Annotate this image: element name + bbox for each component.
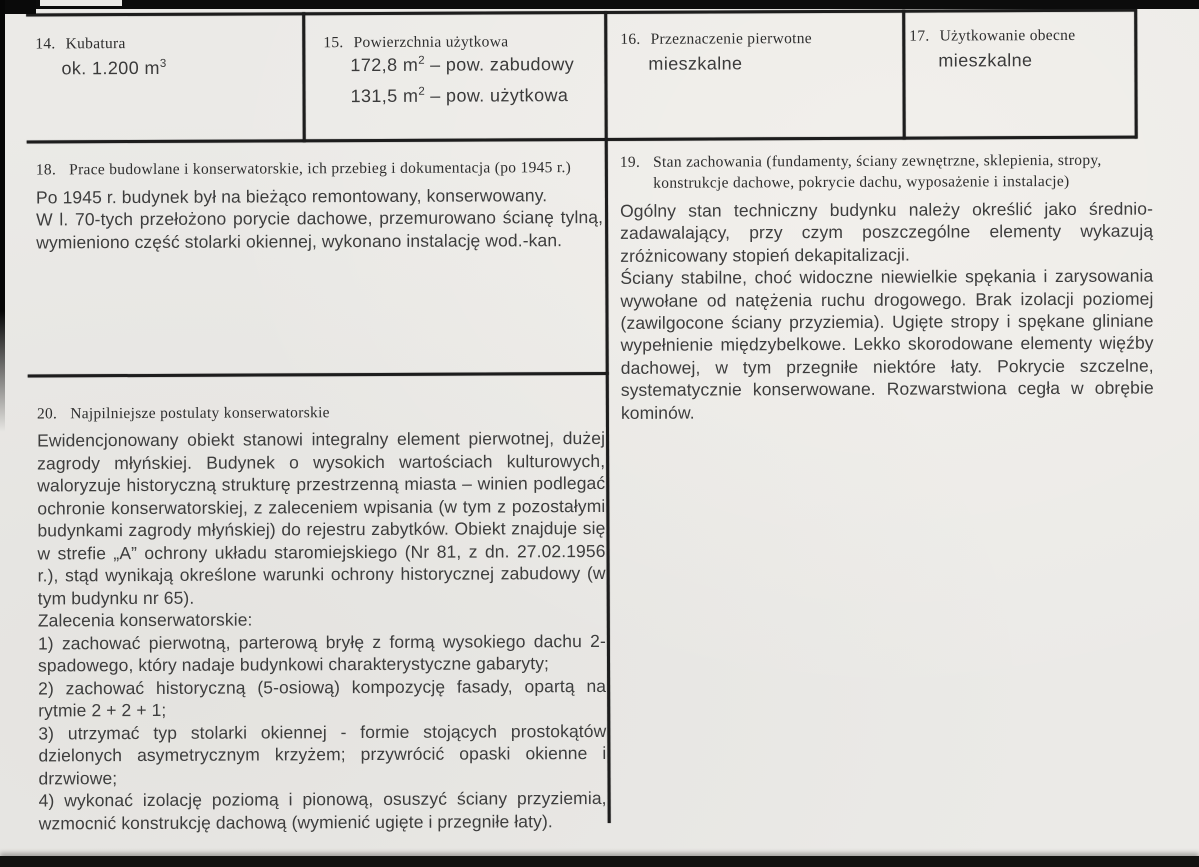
section-number: 18. bbox=[35, 161, 57, 179]
section-18-heading bbox=[36, 157, 608, 180]
usable-area-value bbox=[350, 85, 574, 117]
divider-field-14-15 bbox=[302, 12, 306, 142]
right-border-line bbox=[1134, 9, 1138, 139]
section-20-body bbox=[37, 427, 607, 834]
superscript: 2 bbox=[418, 85, 425, 98]
superscript: 3 bbox=[159, 57, 167, 70]
paragraph: Po 1945 r. budynek był na bieżąco remontowany, konserwowany. bbox=[35, 185, 548, 208]
top-border-line bbox=[26, 9, 1136, 17]
field-17-uzytkowanie-label bbox=[909, 25, 1075, 47]
divider-field-16-17 bbox=[902, 10, 906, 140]
field-16-przeznaczenie-value: mieszkalne bbox=[648, 53, 743, 74]
field-15-powierzchnia-label bbox=[323, 31, 508, 53]
recommendation-item: 2) zachować historyczną (5-osiową) kompozycję fasady, opartą na rytmie 2 + 2 + 1; bbox=[38, 675, 607, 721]
paragraph: Ewidencjonowany obiekt stanowi integralny element pierwotnej, dużej zagrody młyńskiej. Budynek o wysokich wartościach kulturowych, waloryzuje historyczną strukturę przestrzenną miasta – winien podlegać ochronie konserwatorskiej, z zaleceniem wpisania (w tym z pozostałymi budynkami zagrody młyńskiej) do rejestru zabytków. Obiekt znajduje się w strefie „A” ochrony układu staromiejskiego (Nr 81, z dn. 27.02.1956 r.), stąd wynikają określone warunki ochrony historycznej zabudowy (w tym budynku nr 65). bbox=[36, 427, 606, 608]
field-15-powierzchnia-value bbox=[350, 54, 574, 117]
value-text: – pow. zabudowy bbox=[424, 54, 575, 75]
field-14-kubatura-label bbox=[35, 33, 125, 54]
section-20-heading bbox=[37, 402, 330, 424]
recommendation-item: 4) wykonać izolację poziomą i pionową, osuszyć ściany przyziemia, wzmocnić konstrukcję dachową (wymienić ugięte i przegniłe łaty). bbox=[38, 787, 607, 833]
field-label: Użytkowanie obecne bbox=[939, 26, 1076, 45]
value-text: 172,8 m bbox=[350, 54, 419, 76]
section-label: Najpilniejsze postulaty konserwatorskie bbox=[70, 404, 330, 423]
value-text: 131,5 m bbox=[350, 85, 419, 107]
scan-edge-top-corner bbox=[0, 0, 36, 14]
value-text: ok. 1.200 m bbox=[61, 57, 160, 79]
field-label: Kubatura bbox=[65, 35, 126, 53]
section-19-body bbox=[620, 198, 1154, 424]
field-17-uzytkowanie-value: mieszkalne bbox=[938, 50, 1033, 71]
field-label: Przeznaczenie pierwotne bbox=[650, 30, 813, 48]
scan-edge-left bbox=[0, 0, 5, 432]
scan-edge-top bbox=[0, 0, 1199, 9]
top-row-bottom-line bbox=[27, 136, 1137, 144]
recommendation-item: 1) zachować pierwotną, parterową bryłę z formą wysokiego dachu 2-spadowego, który nadaje budynkowi charakterystyczne gabaryty; bbox=[37, 630, 606, 676]
paragraph: W l. 70-tych przełożono porycie dachowe, przemurowano ścianę tylną, wymieniono część stolarki okiennej, wykonano instalację wod.-kan. bbox=[36, 207, 604, 253]
scan-edge-top-notch bbox=[40, 0, 122, 6]
field-number: 17. bbox=[909, 27, 930, 45]
section-18-body bbox=[36, 184, 603, 254]
section-label: Prace budowlane i konserwatorskie, ich przebieg i dokumentacja (po 1945 r.) bbox=[69, 159, 572, 179]
section-number: 20. bbox=[36, 405, 58, 423]
section-number: 19. bbox=[619, 153, 641, 171]
field-16-przeznaczenie-label bbox=[620, 28, 812, 50]
paragraph: Ogólny stan techniczny budynku należy określić jako średnio-zadawalający, przy czym poszczególne elementy wykazują zróżnicowany stopień dekapitalizacji. bbox=[620, 198, 1154, 266]
section-18-20-divider-line bbox=[28, 372, 609, 378]
field-14-kubatura-value bbox=[61, 58, 166, 79]
field-label: Powierzchnia użytkowa bbox=[353, 33, 509, 52]
paragraph: Ściany stabilne, choć widoczne niewielkie spękania i zarysowania wywołane od natężenia ruchu drogowego. Brak izolacji poziomej (zawilgocone ściany przyziemia). Ugięte stropy i spękane gliniane wypełnienie międzybelkowe. Lekko skorodowane elementy więźby dachowej, w tym przegniłe niektóre łaty. Pokrycie szczelne, systematycznie konserwowane. Rozwarstwiona cegła w obrębie kominów. bbox=[620, 265, 1154, 423]
scan-edge-bottom bbox=[0, 856, 1199, 867]
paragraph: Zalecenia konserwatorskie: bbox=[37, 609, 253, 631]
value-text: – pow. użytkowa bbox=[424, 85, 569, 106]
field-number: 16. bbox=[620, 30, 641, 48]
field-number: 14. bbox=[35, 35, 56, 53]
built-area-value bbox=[350, 54, 574, 86]
section-label: Stan zachowania (fundamenty, ściany zewnętrzne, sklepienia, stropy, konstrukcje dachowe, pokrycie dachu, wyposażenie i instalacje) bbox=[653, 151, 1102, 192]
recommendation-item: 3) utrzymać typ stolarki okiennej - formie stojących prostokątów dzielonych asymetrycznym krzyżem; przywrócić opaski okienne i drzwiowe; bbox=[38, 720, 607, 788]
field-number: 15. bbox=[323, 34, 344, 52]
section-19-heading bbox=[620, 150, 1150, 194]
superscript: 2 bbox=[418, 54, 425, 67]
